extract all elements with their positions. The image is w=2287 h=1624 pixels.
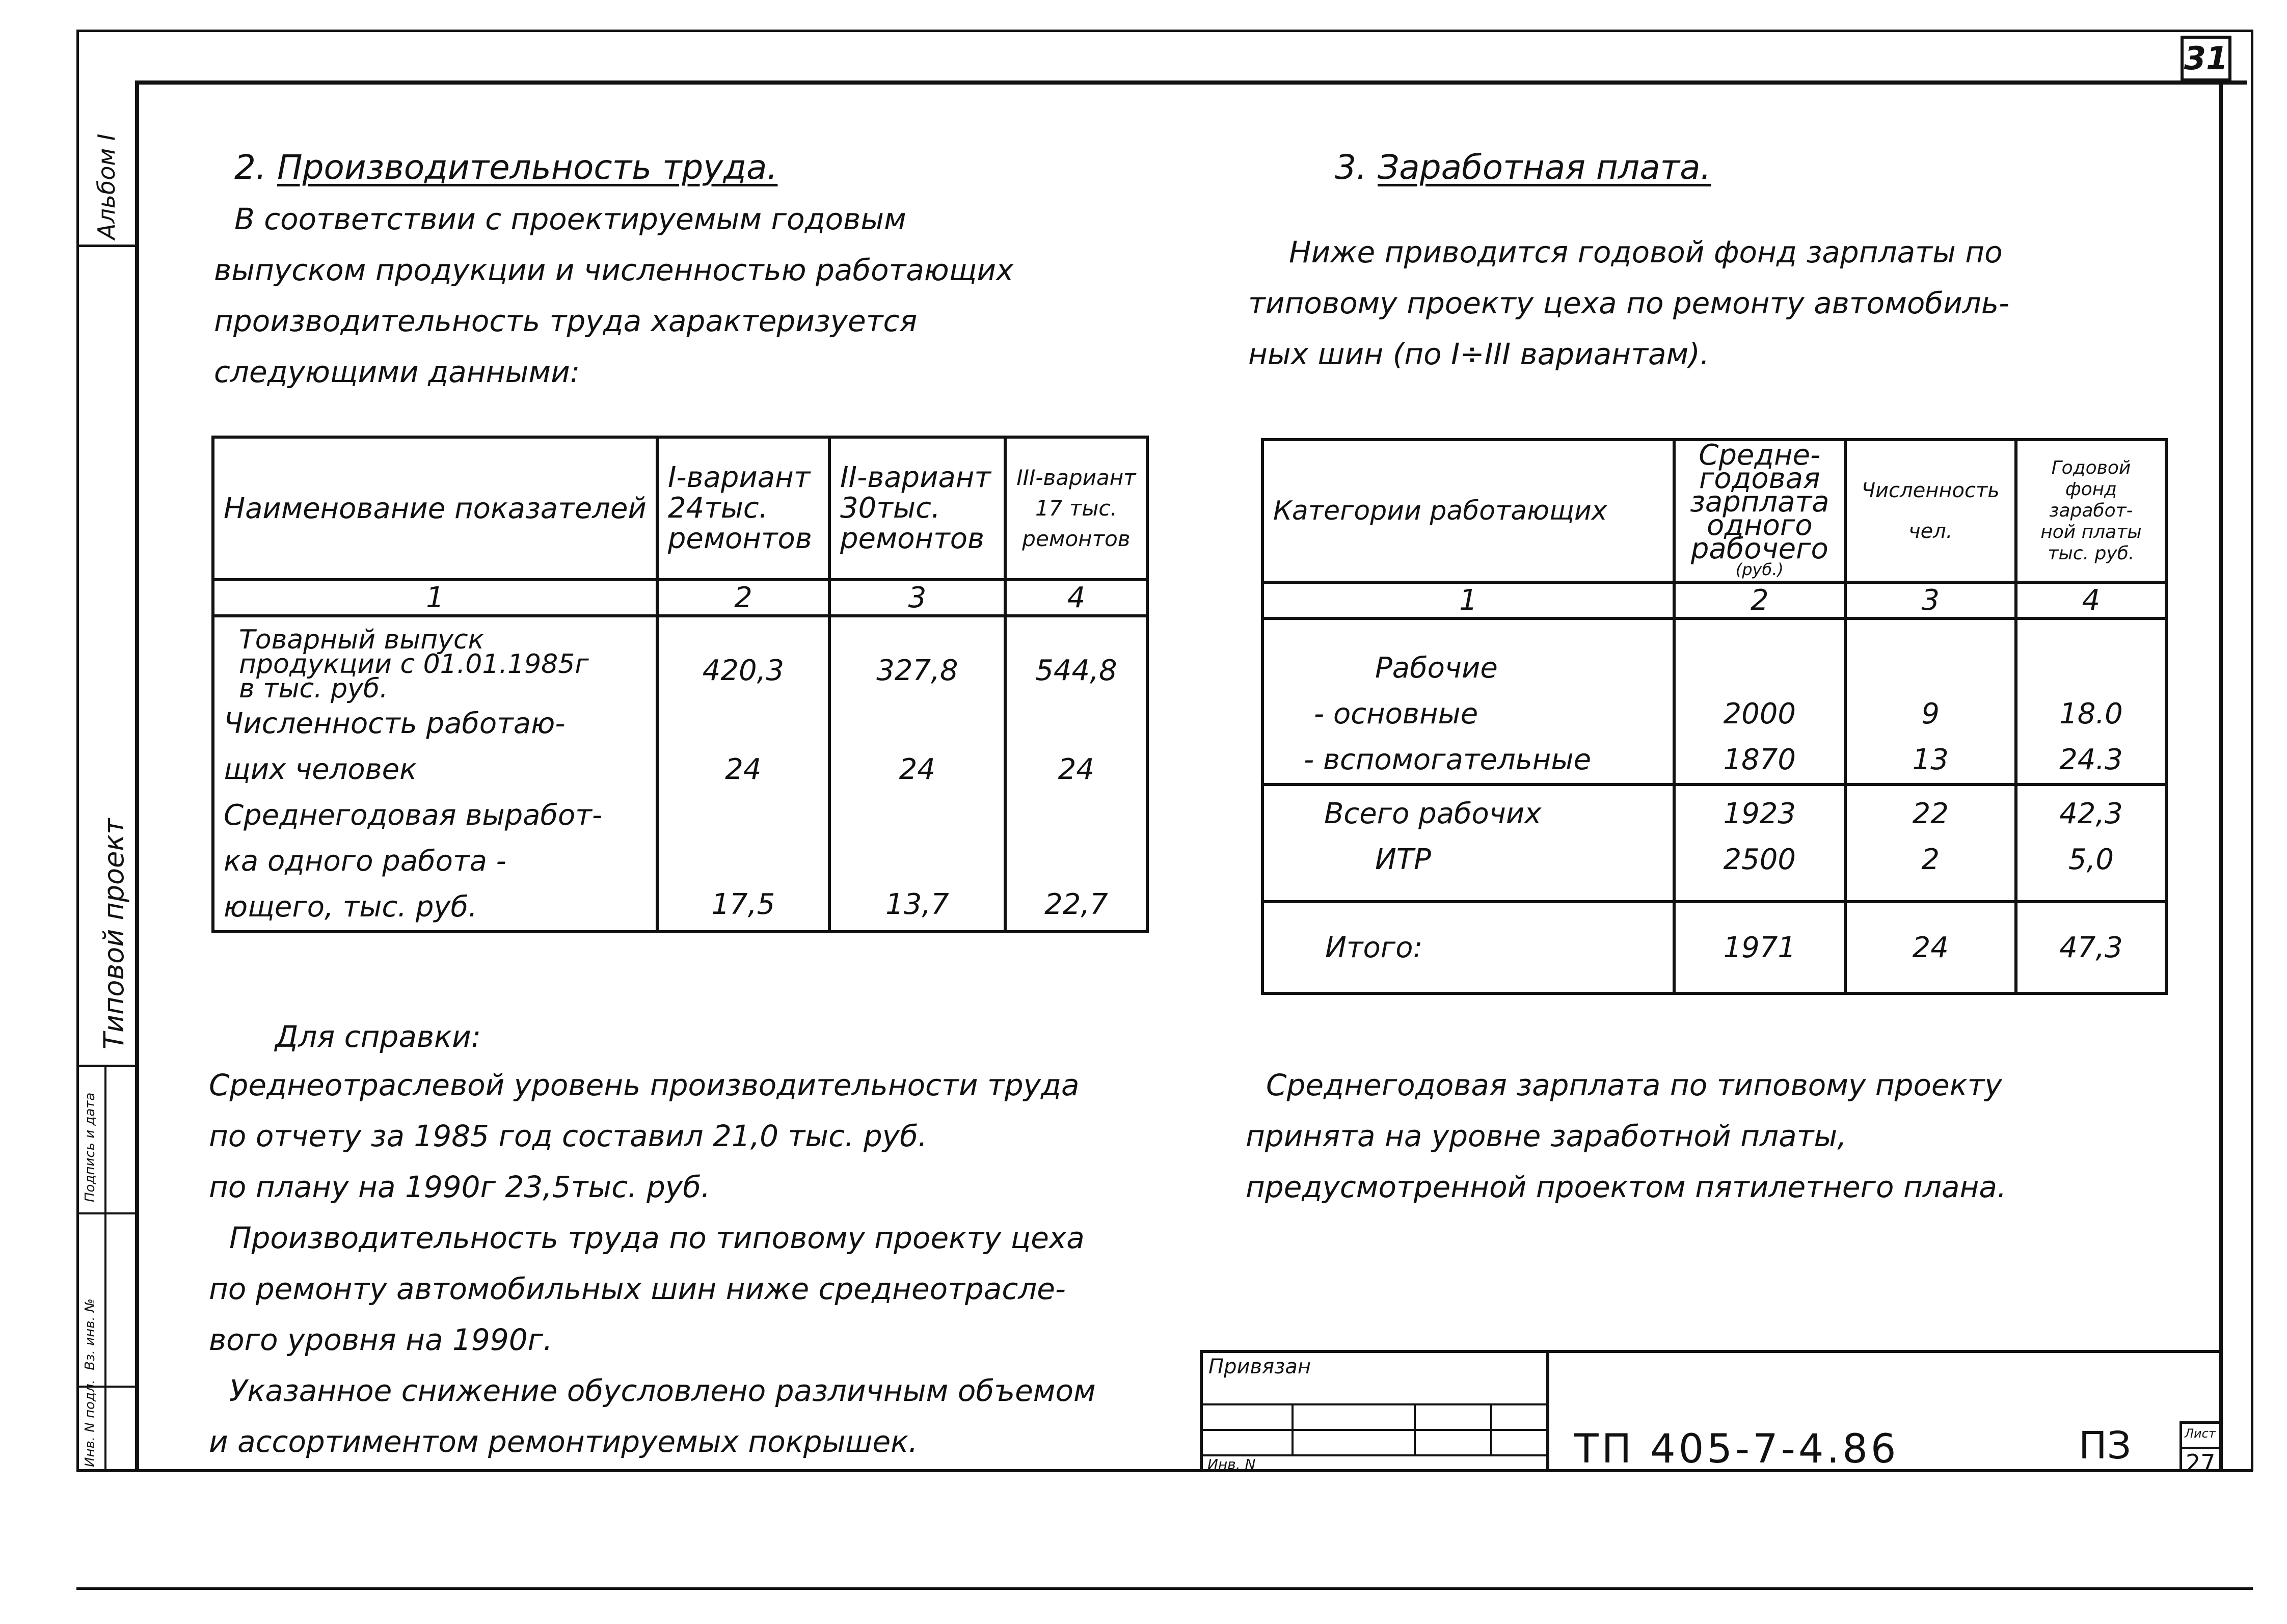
page-bottom-rule	[76, 1587, 2253, 1590]
salary-note: Среднегодовая зарплата по типовому проекту принята на уровне заработной платы, предусмотренной проектом пятилетнего плана.	[1246, 1068, 2007, 1204]
inner-left-border	[135, 80, 139, 1471]
side-divider-3	[104, 1065, 106, 1471]
t1-body	[213, 616, 1147, 932]
section2-text: В соответствии с проектируемым годовым выпуском продукции и численностью работающих производительность труда характеризуется следующими данными:	[214, 202, 1014, 389]
inv-podl-label: Инв. N подл.	[83, 1379, 98, 1467]
t1-row2-label: Численность работаю- щих человек	[224, 707, 566, 786]
t1-colnum: 1	[213, 580, 657, 616]
t2-total-row: Итого: 1971 24 47,3	[1262, 902, 2166, 993]
t1-header-name: Наименование показателей	[213, 437, 657, 580]
section2-heading: 2. Производительность труда.	[234, 148, 778, 187]
inner-right-border	[2219, 80, 2223, 1471]
t1-colnum: 4	[1005, 580, 1147, 616]
vz-inv-label: Вз. инв. №	[83, 1298, 98, 1370]
reference-text: Среднеотраслевой уровень производительности труда по отчету за 1985 год составил 21,0 тыс. руб. по плану на 1990г 23,5тыс. руб. Производительность труда по типовому проекту цеха по ремонту автомобильных шин ниже среднеотрасле- вого уровня на 1990г. Указанное снижение обусловлено различным объемом и ассортиментом ремонтируемых покрышек.	[209, 1068, 1096, 1459]
stamp-left-line	[1200, 1350, 1203, 1472]
section2-title: Производительность труда.	[277, 148, 778, 187]
inner-top-border	[138, 80, 2247, 85]
section3-title: Заработная плата.	[1377, 148, 1711, 187]
stamp-sheet-top	[2180, 1421, 2220, 1424]
stamp-grid-v1	[1292, 1403, 1294, 1454]
side-divider-1	[76, 245, 138, 247]
t2-workers-block: Рабочие - основные - вспомогательные 2000 1870 9 13 18.0 24.3	[1262, 618, 2166, 784]
section3-text: Ниже приводится годовой фонд зарплаты по типовому проекту цеха по ремонту автомобиль- ных шин (по I÷III вариантам).	[1248, 235, 2009, 371]
sheet-number: 31	[2184, 40, 2228, 77]
t1-row1-label: Товарный выпуск продукции с 01.01.1985г в тыс. руб.	[239, 625, 589, 704]
t2-colnum: 2	[1674, 582, 1845, 618]
productivity-table	[211, 436, 1149, 933]
reference-title: Для справки:	[275, 1019, 481, 1054]
stamp-grid-v2	[1414, 1403, 1416, 1454]
t2-row-label: - основные	[1314, 697, 1478, 730]
stamp-sheet-no: 27	[2186, 1449, 2216, 1477]
t1-col3: 327,8 24 13,7	[829, 616, 1005, 932]
t1-header-v2: II-вариант 30тыс. ремонтов	[829, 437, 1005, 580]
t2-header-headcount: Численность чел.	[1845, 440, 2016, 582]
project-label: Типовой проект	[98, 818, 130, 1049]
t2-header-category: Категории работающих	[1262, 440, 1674, 582]
t2-header-avg-salary: Средне- годовая зарплата одного рабочего (руб.)	[1674, 440, 1845, 582]
stamp-doc-code: ТП 405-7-4.86	[1574, 1426, 1899, 1472]
t1-header-v3: III-вариант 17 тыс. ремонтов	[1005, 437, 1147, 580]
stamp-privyazan: Привязан	[1208, 1355, 1311, 1378]
album-label: Альбом I	[93, 133, 120, 239]
t2-row-label: ИТР	[1375, 843, 1431, 876]
t1-row3-label: Среднегодовая выработ- ка одного работа - ющего, тыс. руб.	[224, 799, 603, 924]
t2-colnum: 1	[1262, 582, 1674, 618]
side-divider-4	[76, 1212, 138, 1214]
outer-right-border	[2251, 30, 2253, 1471]
t1-colnum: 2	[657, 580, 829, 616]
t1-col2: 420,3 24 17,5	[657, 616, 829, 932]
t2-row-label: Всего рабочих	[1324, 797, 1542, 830]
stamp-sheet-label: Лист	[2185, 1426, 2216, 1441]
stamp-grid-v3	[1490, 1403, 1492, 1454]
t2-colnum: 3	[1845, 582, 2016, 618]
t2-row-label: - вспомогательные	[1304, 743, 1592, 776]
section3-heading: 3. Заработная плата.	[1335, 148, 1711, 187]
outer-top-border	[76, 30, 2253, 32]
t1-labels	[213, 616, 657, 932]
t2-header-annual-fund: Годовой фонд заработ- ной платы тыс. руб.	[2016, 440, 2166, 582]
stamp-sheet-mid	[2180, 1447, 2220, 1449]
bottom-border	[76, 1469, 2253, 1472]
stamp-section: ПЗ	[2079, 1424, 2132, 1468]
t2-colnum: 4	[2016, 582, 2166, 618]
salary-table	[1261, 438, 2168, 995]
sheet-number-box	[2181, 36, 2231, 82]
t1-col4: 544,8 24 22,7	[1005, 616, 1147, 932]
t2-totals-block: Всего рабочих ИТР 1923 2500 22 2 42,3 5,0	[1262, 784, 2166, 902]
sig-date-label: Подпись и дата	[83, 1092, 98, 1202]
stamp-top-line	[1200, 1350, 2219, 1353]
stamp-grid-h1	[1200, 1403, 1546, 1405]
stamp-inv: Инв. N	[1207, 1456, 1256, 1473]
t1-header-v1: I-вариант 24тыс. ремонтов	[657, 437, 829, 580]
side-divider-2	[76, 1065, 138, 1067]
stamp-inner-left	[1546, 1350, 1549, 1472]
t2-row-label: Рабочие	[1375, 652, 1498, 685]
stamp-grid-h2	[1200, 1429, 1546, 1431]
t2-total-label: Итого:	[1262, 902, 1674, 993]
t1-colnum: 3	[829, 580, 1005, 616]
